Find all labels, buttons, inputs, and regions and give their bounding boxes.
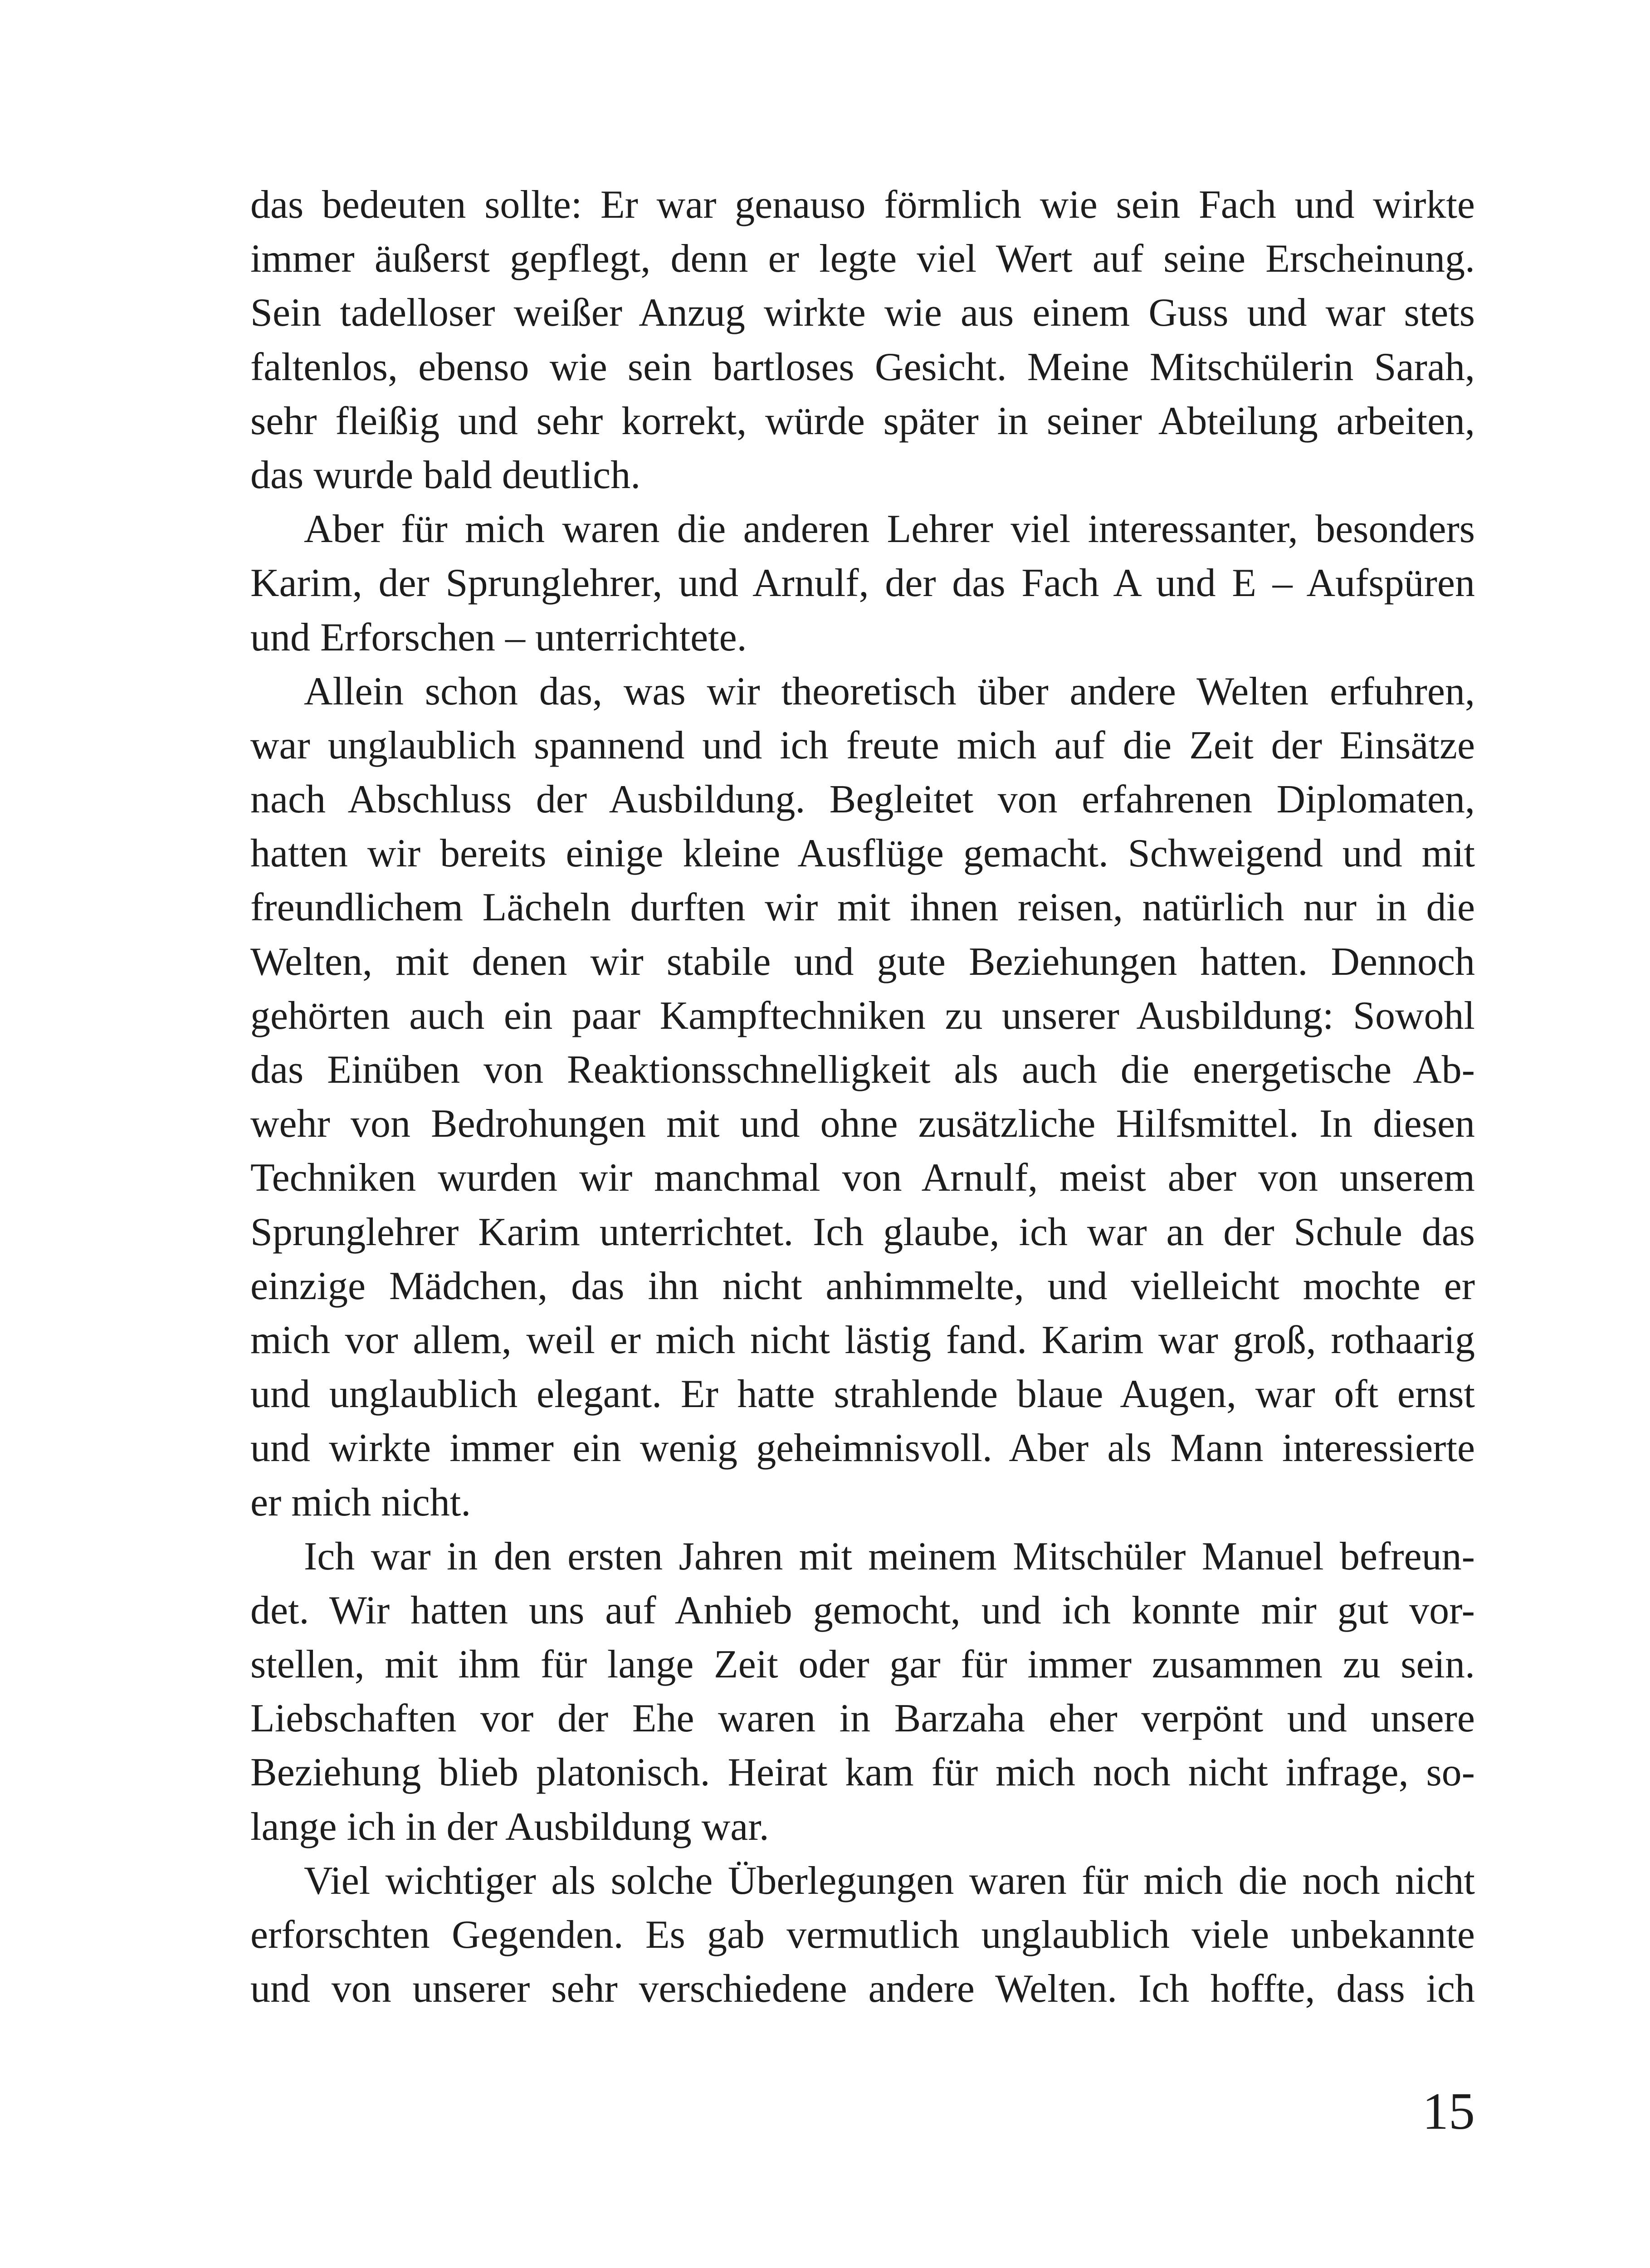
text-line: hatten wir bereits einige kleine Ausflüge gemacht. Schweigend und mit — [250, 831, 1475, 876]
text-line: einzige Mädchen, das ihn nicht anhimmelte, und vielleicht mochte er — [250, 1264, 1475, 1308]
text-line: war unglaublich spannend und ich freute mich auf die Zeit der Einsätze — [250, 723, 1475, 767]
text-line: immer äußerst gepflegt, denn er legte viel Wert auf seine Erscheinung. — [250, 237, 1475, 281]
text-line: lange ich in der Ausbildung war. — [250, 1804, 769, 1849]
text-line: Welten, mit denen wir stabile und gute Beziehungen hatten. Dennoch — [250, 939, 1475, 984]
text-line: wehr von Bedrohungen mit und ohne zusätzliche Hilfsmittel. In diesen — [250, 1102, 1475, 1146]
text-line: Liebschaften vor der Ehe waren in Barzaha eher verpönt und unsere — [250, 1696, 1475, 1741]
text-line: Ich war in den ersten Jahren mit meinem Mitschüler Manuel befreun- — [304, 1534, 1475, 1579]
text-line: Sprunglehrer Karim unterrichtet. Ich glaube, ich war an der Schule das — [250, 1210, 1475, 1254]
text-line: stellen, mit ihm für lange Zeit oder gar für immer zusammen zu sein. — [250, 1642, 1475, 1687]
text-line: Karim, der Sprunglehrer, und Arnulf, der das Fach A und E – Aufspüren — [250, 561, 1475, 606]
paragraph — [250, 502, 1475, 665]
text-line: det. Wir hatten uns auf Anhieb gemocht, und ich konnte mir gut vor- — [250, 1588, 1475, 1633]
text-line: erforschten Gegenden. Es gab vermutlich unglaublich viele unbekannte — [250, 1913, 1475, 1957]
text-line: und Erforschen – unterrichtete. — [250, 615, 747, 660]
text-line: sehr fleißig und sehr korrekt, würde später in seiner Abteilung arbeiten, — [250, 399, 1475, 443]
text-line: Allein schon das, was wir theoretisch über andere Welten erfuhren, — [304, 669, 1475, 714]
text-line: und von unserer sehr verschiedene andere Welten. Ich hoffte, dass ich — [250, 1967, 1475, 2011]
text-line: Beziehung blieb platonisch. Heirat kam für mich noch nicht infrage, so- — [250, 1750, 1475, 1795]
text-line: er mich nicht. — [250, 1480, 471, 1525]
text-line: faltenlos, ebenso wie sein bartloses Gesicht. Meine Mitschülerin Sarah, — [250, 345, 1475, 389]
text-line: das wurde bald deutlich. — [250, 453, 641, 497]
text-line: und unglaublich elegant. Er hatte strahlende blaue Augen, war oft ernst — [250, 1372, 1475, 1417]
paragraph — [250, 665, 1475, 1530]
body-text — [250, 178, 1475, 2016]
text-line: das Einüben von Reaktionsschnelligkeit als auch die energetische Ab- — [250, 1048, 1475, 1092]
paragraph — [250, 1854, 1475, 2016]
text-line: Viel wichtiger als solche Überlegungen waren für mich die noch nicht — [304, 1858, 1475, 1903]
text-line: und wirkte immer ein wenig geheimnisvoll. Aber als Mann interessierte — [250, 1426, 1475, 1471]
text-line: gehörten auch ein paar Kampftechniken zu unserer Ausbildung: Sowohl — [250, 993, 1475, 1038]
text-line: mich vor allem, weil er mich nicht lästig fand. Karim war groß, rothaarig — [250, 1318, 1475, 1362]
text-line: Techniken wurden wir manchmal von Arnulf, meist aber von unserem — [250, 1156, 1475, 1200]
text-line: das bedeuten sollte: Er war genauso förmlich wie sein Fach und wirkte — [250, 183, 1475, 227]
page-number: 15 — [1422, 2082, 1475, 2141]
paragraph — [250, 178, 1475, 502]
text-line: nach Abschluss der Ausbildung. Begleitet von erfahrenen Diplomaten, — [250, 777, 1475, 822]
text-line: Sein tadelloser weißer Anzug wirkte wie aus einem Guss und war stets — [250, 291, 1475, 335]
paragraph — [250, 1530, 1475, 1854]
text-line: freundlichem Lächeln durften wir mit ihnen reisen, natürlich nur in die — [250, 885, 1475, 930]
text-line: Aber für mich waren die anderen Lehrer viel interessanter, besonders — [304, 507, 1475, 552]
